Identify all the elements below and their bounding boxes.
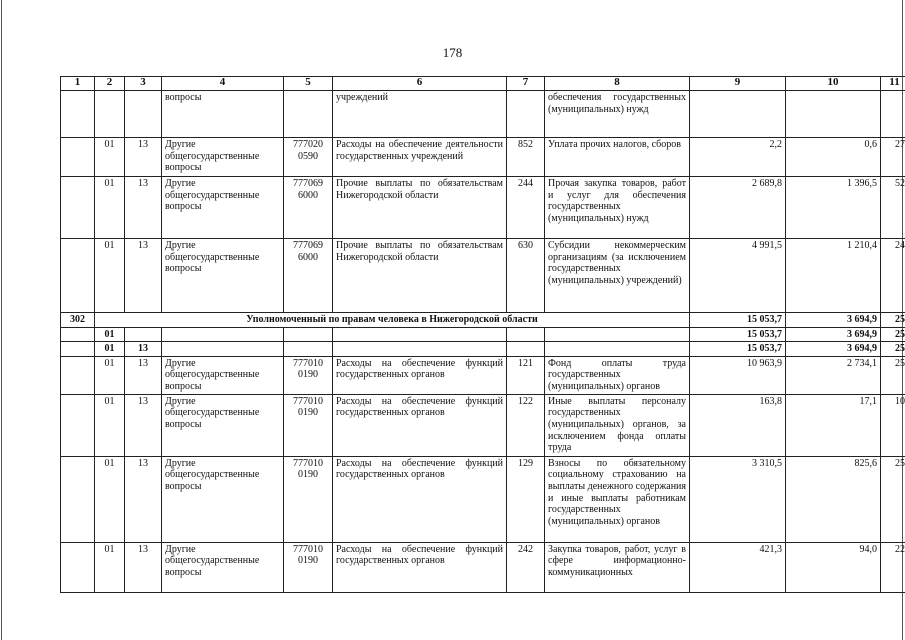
cell-target-article: 777010 0190: [284, 356, 333, 394]
cell-code: [61, 327, 95, 342]
cell-article-name: учреждений: [333, 91, 507, 138]
cell-code: [61, 342, 95, 357]
cell-amount-plan: 15 053,7: [690, 327, 786, 342]
cell-article-name: Расходы на обеспечение функций государственных органов: [333, 456, 507, 542]
cell-amount-plan: [690, 91, 786, 138]
cell-section: 01: [95, 342, 125, 357]
page-number: 178: [442, 45, 463, 60]
col-header-1: 1: [61, 77, 95, 91]
cell-expense-name: Фонд оплаты труда государственных (муниципальных) органов: [545, 356, 690, 394]
cell-amount-plan: 3 310,5: [690, 456, 786, 542]
table-row: [61, 91, 905, 138]
cell-expense-type: 630: [507, 239, 545, 313]
cell-percent: 25: [881, 313, 905, 328]
cell-expense-name: Уплата прочих налогов, сборов: [545, 138, 690, 177]
cell-code: [61, 542, 95, 592]
cell-section: 01: [95, 177, 125, 239]
table-row: [61, 177, 905, 239]
cell-expense-name: Иные выплаты персоналу государственных (муниципальных) органов, за исключением фонда оплаты труда: [545, 394, 690, 456]
cell-empty: [507, 327, 545, 342]
cell-amount-actual: 1 396,5: [786, 177, 881, 239]
cell-percent: [881, 91, 905, 138]
col-header-7: 7: [507, 77, 545, 91]
cell-section-name: Другие общегосударственные вопросы: [162, 177, 284, 239]
cell-amount-plan: 15 053,7: [690, 313, 786, 328]
cell-section: 01: [95, 542, 125, 592]
cell-amount-plan: 2,2: [690, 138, 786, 177]
cell-amount-actual: [786, 91, 881, 138]
cell-code: [61, 138, 95, 177]
cell-target-article: 777010 0190: [284, 456, 333, 542]
cell-empty: [333, 342, 507, 357]
cell-section-name: вопросы: [162, 91, 284, 138]
cell-expense-name: Взносы по обязательному социальному страхованию на выплаты денежного содержания и иные выплаты работникам государственных (муниципальных) органов: [545, 456, 690, 542]
cell-article-name: Прочие выплаты по обязательствам Нижегородской области: [333, 177, 507, 239]
cell-empty: [284, 327, 333, 342]
col-header-2: 2: [95, 77, 125, 91]
cell-section-name: Другие общегосударственные вопросы: [162, 138, 284, 177]
table-body: [61, 91, 905, 593]
cell-subsection: 13: [125, 542, 162, 592]
col-header-9: 9: [690, 77, 786, 91]
col-header-5: 5: [284, 77, 333, 91]
cell-percent: 25: [881, 327, 905, 342]
cell-expense-name: Закупка товаров, работ, услуг в сфере информационно-коммуникационных: [545, 542, 690, 592]
cell-empty: [545, 342, 690, 357]
cell-percent: 25: [881, 356, 905, 394]
table-row: [61, 239, 905, 313]
cell-code: [61, 356, 95, 394]
cell-section: 01: [95, 456, 125, 542]
cell-amount-plan: 15 053,7: [690, 342, 786, 357]
cell-code: [61, 394, 95, 456]
cell-amount-plan: 2 689,8: [690, 177, 786, 239]
budget-table: [60, 76, 905, 593]
col-header-6: 6: [333, 77, 507, 91]
table-row: [61, 542, 905, 592]
cell-empty: [284, 342, 333, 357]
cell-target-article: 777010 0190: [284, 394, 333, 456]
cell-amount-actual: 825,6: [786, 456, 881, 542]
cell-amount-actual: 3 694,9: [786, 342, 881, 357]
cell-article-name: Расходы на обеспечение деятельности государственных учреждений: [333, 138, 507, 177]
cell-subsection: 13: [125, 356, 162, 394]
col-header-8: 8: [545, 77, 690, 91]
cell-section-name: Другие общегосударственные вопросы: [162, 394, 284, 456]
subtotal-row: [61, 327, 905, 342]
cell-amount-actual: 94,0: [786, 542, 881, 592]
cell-subsection: 13: [125, 177, 162, 239]
cell-percent: 52: [881, 177, 905, 239]
cell-code: [61, 239, 95, 313]
cell-amount-plan: 163,8: [690, 394, 786, 456]
cell-section-name: Другие общегосударственные вопросы: [162, 356, 284, 394]
cell-empty: [162, 327, 284, 342]
cell-amount-plan: 10 963,9: [690, 356, 786, 394]
subtotal-row: [61, 342, 905, 357]
cell-expense-name: Прочая закупка товаров, работ и услуг для обеспечения государственных (муниципальных) нужд: [545, 177, 690, 239]
cell-code: [61, 177, 95, 239]
cell-target-article: 777069 6000: [284, 177, 333, 239]
cell-subsection: 13: [125, 239, 162, 313]
cell-target-article: 777010 0190: [284, 542, 333, 592]
cell-amount-actual: 0,6: [786, 138, 881, 177]
cell-expense-type: 852: [507, 138, 545, 177]
cell-expense-type: 129: [507, 456, 545, 542]
table-row: [61, 394, 905, 456]
cell-code: [61, 91, 95, 138]
cell-section: 01: [95, 327, 125, 342]
table-row: [61, 356, 905, 394]
cell-subsection: 13: [125, 138, 162, 177]
cell-percent: 27: [881, 138, 905, 177]
cell-amount-actual: 2 734,1: [786, 356, 881, 394]
cell-section: [95, 91, 125, 138]
cell-percent: 24: [881, 239, 905, 313]
table-header: [61, 77, 905, 91]
cell-section: 01: [95, 356, 125, 394]
cell-section-name: Другие общегосударственные вопросы: [162, 542, 284, 592]
cell-empty: [162, 342, 284, 357]
cell-subsection: 13: [125, 456, 162, 542]
cell-expense-type: 122: [507, 394, 545, 456]
cell-target-article: [284, 91, 333, 138]
cell-subsection: [125, 327, 162, 342]
cell-amount-plan: 421,3: [690, 542, 786, 592]
cell-code: [61, 456, 95, 542]
table-row: [61, 138, 905, 177]
cell-target-article: 777020 0590: [284, 138, 333, 177]
cell-subsection: [125, 91, 162, 138]
cell-percent: 25: [881, 456, 905, 542]
cell-expense-name: Субсидии некоммерческим организациям (за исключением государственных (муниципальных) учреждений): [545, 239, 690, 313]
cell-code: 302: [61, 313, 95, 328]
cell-expense-type: 242: [507, 542, 545, 592]
cell-subsection: 13: [125, 342, 162, 357]
cell-section: 01: [95, 138, 125, 177]
cell-amount-actual: 3 694,9: [786, 327, 881, 342]
table-row: [61, 456, 905, 542]
cell-percent: 25: [881, 342, 905, 357]
cell-percent: 22: [881, 542, 905, 592]
cell-amount-actual: 3 694,9: [786, 313, 881, 328]
cell-empty: [507, 342, 545, 357]
cell-target-article: 777069 6000: [284, 239, 333, 313]
cell-article-name: Расходы на обеспечение функций государственных органов: [333, 542, 507, 592]
col-header-10: 10: [786, 77, 881, 91]
cell-expense-type: 244: [507, 177, 545, 239]
cell-amount-actual: 1 210,4: [786, 239, 881, 313]
section-row: [61, 313, 905, 328]
cell-article-name: Прочие выплаты по обязательствам Нижегородской области: [333, 239, 507, 313]
cell-article-name: Расходы на обеспечение функций государственных органов: [333, 356, 507, 394]
cell-expense-type: [507, 91, 545, 138]
cell-expense-type: 121: [507, 356, 545, 394]
cell-section-name: Другие общегосударственные вопросы: [162, 239, 284, 313]
cell-amount-actual: 17,1: [786, 394, 881, 456]
cell-subsection: 13: [125, 394, 162, 456]
col-header-11: 11: [881, 77, 905, 91]
cell-section: 01: [95, 394, 125, 456]
cell-article-name: Расходы на обеспечение функций государственных органов: [333, 394, 507, 456]
col-header-4: 4: [162, 77, 284, 91]
cell-percent: 10: [881, 394, 905, 456]
cell-empty: [333, 327, 507, 342]
cell-section-name: Другие общегосударственные вопросы: [162, 456, 284, 542]
cell-empty: [545, 327, 690, 342]
cell-section: 01: [95, 239, 125, 313]
scan-left-edge: [1, 0, 2, 640]
cell-amount-plan: 4 991,5: [690, 239, 786, 313]
section-title: Уполномоченный по правам человека в Нижегородской области: [95, 313, 690, 328]
cell-expense-name: обеспечения государственных (муниципальных) нужд: [545, 91, 690, 138]
col-header-3: 3: [125, 77, 162, 91]
